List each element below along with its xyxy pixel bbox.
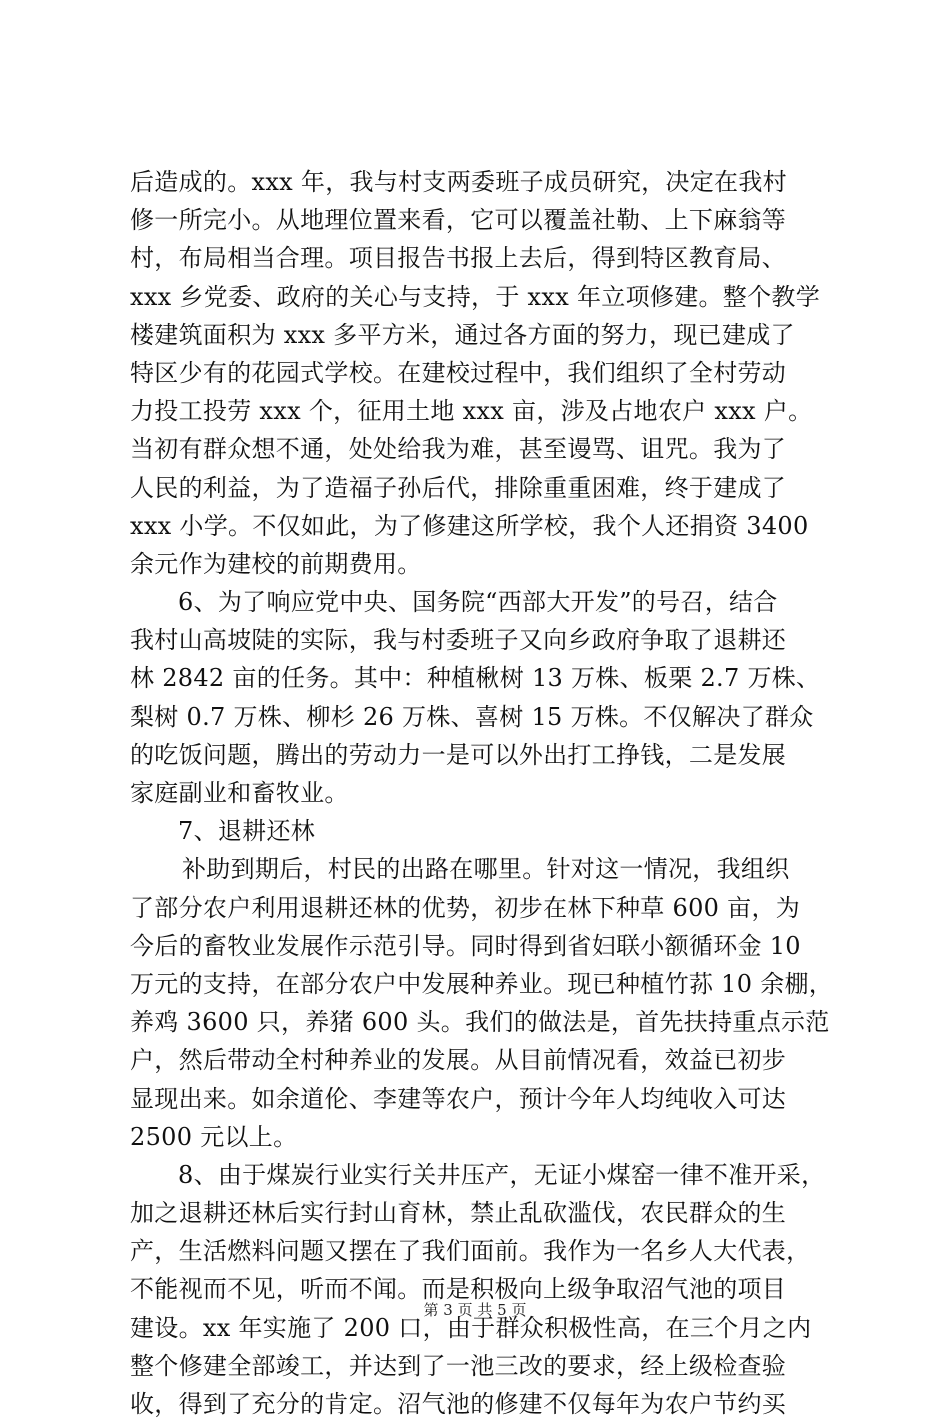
text-line: 家庭副业和畜牧业。 bbox=[130, 779, 349, 807]
text-line: 了部分农户利用退耕还林的优势，初步在林下种草 600 亩，为 bbox=[130, 893, 801, 922]
text-line: 2500 元以上。 bbox=[130, 1122, 298, 1151]
text-line: 当初有群众想不通，处处给我为难，甚至谩骂、诅咒。我为了 bbox=[130, 435, 787, 464]
page-footer: 第 3 页 共 5 页 bbox=[423, 1301, 527, 1319]
paragraph-start-line: 8、由于煤炭行业实行关井压产，无证小煤窑一律不准开采， bbox=[178, 1160, 826, 1189]
text-line: 产，生活燃料问题又摆在了我们面前。我作为一名乡人大代表， bbox=[130, 1237, 811, 1266]
text-line: 收，得到了充分的肯定。沼气池的修建不仅每年为农户节约买 bbox=[130, 1390, 787, 1418]
paragraph-start-line: 6、为了响应党中央、国务院“西部大开发”的号召，结合 bbox=[178, 588, 778, 617]
text-line: 余元作为建校的前期费用。 bbox=[130, 549, 422, 578]
text-line: 今后的畜牧业发展作示范引导。同时得到省妇联小额循环金 10 bbox=[130, 931, 801, 960]
text-line: 建设。xx 年实施了 200 口，由于群众积极性高，在三个月之内 bbox=[130, 1313, 812, 1342]
text-line: 林 2842 亩的任务。其中：种植楸树 13 万株、板栗 2.7 万株、 bbox=[130, 664, 821, 693]
body-text bbox=[130, 163, 834, 1423]
text-line: 显现出来。如余道伦、李建等农户，预计今年人均纯收入可达 bbox=[130, 1084, 787, 1113]
text-line: 整个修建全部竣工，并达到了一池三改的要求，经上级检查验 bbox=[130, 1351, 787, 1380]
text-line: 户，然后带动全村种养业的发展。从目前情况看，效益已初步 bbox=[130, 1046, 787, 1075]
text-line: 养鸡 3600 只，养猪 600 头。我们的做法是，首先扶持重点示范 bbox=[130, 1008, 830, 1037]
text-line: 梨树 0.7 万株、柳杉 26 万株、喜树 15 万株。不仅解决了群众 bbox=[130, 702, 814, 731]
text-line: 的吃饭问题，腾出的劳动力一是可以外出打工挣钱，二是发展 bbox=[130, 740, 787, 769]
section-heading: 7、退耕还林 bbox=[178, 817, 316, 846]
text-line: 人民的利益，为了造福子孙后代，排除重重困难，终于建成了 bbox=[130, 473, 787, 502]
text-line: 不能视而不见，听而不闻。而是积极向上级争取沼气池的项目 bbox=[130, 1275, 787, 1304]
text-line: 村，布局相当合理。项目报告书报上去后，得到特区教育局、 bbox=[130, 244, 787, 273]
text-line: 加之退耕还林后实行封山育林，禁止乱砍滥伐，农民群众的生 bbox=[130, 1199, 787, 1228]
text-line: 后造成的。xxx 年，我与村支两委班子成员研究，决定在我村 bbox=[130, 168, 787, 196]
text-line: 万元的支持，在部分农户中发展种养业。现已种植竹荪 10 余棚， bbox=[130, 969, 834, 998]
paragraph-start-line: 补助到期后，村民的出路在哪里。针对这一情况，我组织 bbox=[182, 855, 790, 884]
text-line: 特区少有的花园式学校。在建校过程中，我们组织了全村劳动 bbox=[130, 358, 787, 387]
text-line: 修一所完小。从地理位置来看，它可以覆盖社勒、上下麻翁等 bbox=[130, 206, 787, 235]
text-line: 楼建筑面积为 xxx 多平方米，通过各方面的努力，现已建成了 bbox=[130, 320, 795, 349]
text-line: 我村山高坡陡的实际，我与村委班子又向乡政府争取了退耕还 bbox=[130, 626, 787, 655]
text-line: 力投工投劳 xxx 个，征用土地 xxx 亩，涉及占地农户 xxx 户。 bbox=[130, 397, 813, 426]
text-line: xxx 乡党委、政府的关心与支持，于 xxx 年立项修建。整个教学 bbox=[130, 282, 820, 311]
text-line: xxx 小学。不仅如此，为了修建这所学校，我个人还捐资 3400 bbox=[130, 511, 809, 540]
